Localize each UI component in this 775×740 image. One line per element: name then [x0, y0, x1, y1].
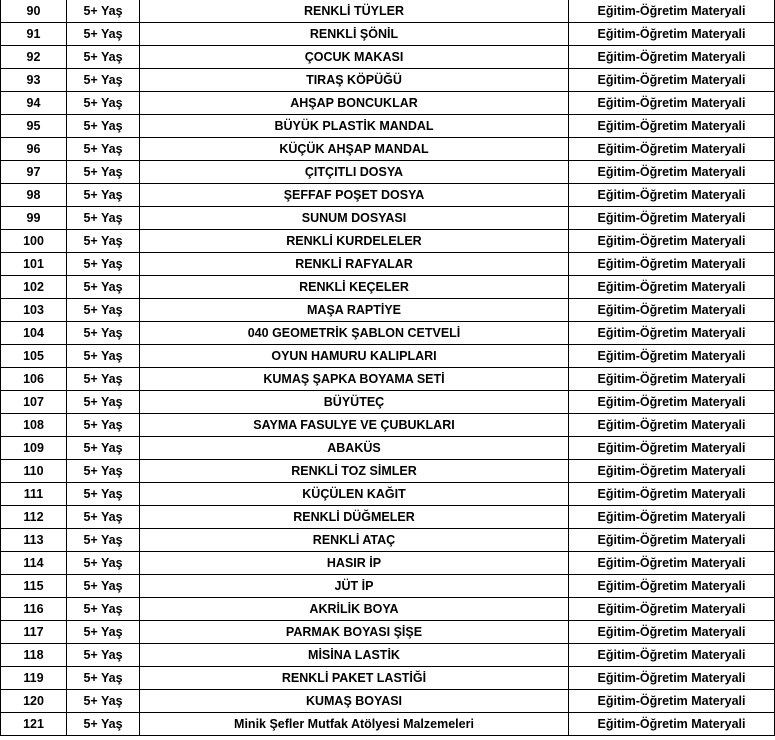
category-cell: Eğitim-Öğretim Materyali — [569, 575, 775, 598]
category-cell: Eğitim-Öğretim Materyali — [569, 437, 775, 460]
table-row — [1, 230, 775, 253]
age-group-cell: 5+ Yaş — [67, 23, 140, 46]
material-name-cell: RENKLİ PAKET LASTİĞİ — [140, 667, 569, 690]
row-number-cell: 97 — [1, 161, 67, 184]
material-name-cell: 040 GEOMETRİK ŞABLON CETVELİ — [140, 322, 569, 345]
material-name-cell: KUMAŞ ŞAPKA BOYAMA SETİ — [140, 368, 569, 391]
table-row — [1, 69, 775, 92]
age-group-cell: 5+ Yaş — [67, 207, 140, 230]
table-row — [1, 552, 775, 575]
row-number-cell: 94 — [1, 92, 67, 115]
material-name-cell: MİSİNA LASTİK — [140, 644, 569, 667]
age-group-cell: 5+ Yaş — [67, 161, 140, 184]
material-name-cell: ŞEFFAF POŞET DOSYA — [140, 184, 569, 207]
table-row — [1, 276, 775, 299]
material-name-cell: OYUN HAMURU KALIPLARI — [140, 345, 569, 368]
age-group-cell: 5+ Yaş — [67, 483, 140, 506]
table-row — [1, 46, 775, 69]
table-row — [1, 598, 775, 621]
age-group-cell: 5+ Yaş — [67, 138, 140, 161]
age-group-cell: 5+ Yaş — [67, 552, 140, 575]
material-name-cell: KÜÇÜLEN KAĞIT — [140, 483, 569, 506]
material-name-cell: BÜYÜK PLASTİK MANDAL — [140, 115, 569, 138]
row-number-cell: 110 — [1, 460, 67, 483]
table-row — [1, 644, 775, 667]
age-group-cell: 5+ Yaş — [67, 0, 140, 23]
age-group-cell: 5+ Yaş — [67, 667, 140, 690]
row-number-cell: 105 — [1, 345, 67, 368]
table-row — [1, 575, 775, 598]
category-cell: Eğitim-Öğretim Materyali — [569, 345, 775, 368]
material-name-cell: Minik Şefler Mutfak Atölyesi Malzemeleri — [140, 713, 569, 736]
table-row — [1, 161, 775, 184]
category-cell: Eğitim-Öğretim Materyali — [569, 69, 775, 92]
age-group-cell: 5+ Yaş — [67, 230, 140, 253]
material-name-cell: MAŞA RAPTİYE — [140, 299, 569, 322]
material-name-cell: PARMAK BOYASI ŞİŞE — [140, 621, 569, 644]
row-number-cell: 98 — [1, 184, 67, 207]
material-name-cell: RENKLİ TÜYLER — [140, 0, 569, 23]
table-row — [1, 414, 775, 437]
row-number-cell: 109 — [1, 437, 67, 460]
age-group-cell: 5+ Yaş — [67, 368, 140, 391]
category-cell: Eğitim-Öğretim Materyali — [569, 414, 775, 437]
age-group-cell: 5+ Yaş — [67, 391, 140, 414]
table-row — [1, 483, 775, 506]
row-number-cell: 111 — [1, 483, 67, 506]
category-cell: Eğitim-Öğretim Materyali — [569, 276, 775, 299]
table-row — [1, 667, 775, 690]
material-name-cell: SAYMA FASULYE VE ÇUBUKLARI — [140, 414, 569, 437]
age-group-cell: 5+ Yaş — [67, 276, 140, 299]
category-cell: Eğitim-Öğretim Materyali — [569, 115, 775, 138]
row-number-cell: 107 — [1, 391, 67, 414]
category-cell: Eğitim-Öğretim Materyali — [569, 322, 775, 345]
row-number-cell: 104 — [1, 322, 67, 345]
category-cell: Eğitim-Öğretim Materyali — [569, 391, 775, 414]
material-name-cell: RENKLİ TOZ SİMLER — [140, 460, 569, 483]
row-number-cell: 106 — [1, 368, 67, 391]
row-number-cell: 103 — [1, 299, 67, 322]
material-name-cell: RENKLİ ATAÇ — [140, 529, 569, 552]
material-name-cell: JÜT İP — [140, 575, 569, 598]
age-group-cell: 5+ Yaş — [67, 575, 140, 598]
age-group-cell: 5+ Yaş — [67, 92, 140, 115]
category-cell: Eğitim-Öğretim Materyali — [569, 713, 775, 736]
table-row — [1, 391, 775, 414]
category-cell: Eğitim-Öğretim Materyali — [569, 230, 775, 253]
material-name-cell: BÜYÜTEÇ — [140, 391, 569, 414]
category-cell: Eğitim-Öğretim Materyali — [569, 690, 775, 713]
age-group-cell: 5+ Yaş — [67, 713, 140, 736]
table-row — [1, 138, 775, 161]
material-name-cell: RENKLİ KURDELELER — [140, 230, 569, 253]
table-row — [1, 506, 775, 529]
age-group-cell: 5+ Yaş — [67, 690, 140, 713]
material-name-cell: RENKLİ ŞÖNİL — [140, 23, 569, 46]
material-name-cell: ÇOCUK MAKASI — [140, 46, 569, 69]
table-row — [1, 253, 775, 276]
category-cell: Eğitim-Öğretim Materyali — [569, 667, 775, 690]
table-row — [1, 713, 775, 736]
row-number-cell: 102 — [1, 276, 67, 299]
material-name-cell: RENKLİ KEÇELER — [140, 276, 569, 299]
row-number-cell: 100 — [1, 230, 67, 253]
age-group-cell: 5+ Yaş — [67, 69, 140, 92]
age-group-cell: 5+ Yaş — [67, 621, 140, 644]
category-cell: Eğitim-Öğretim Materyali — [569, 644, 775, 667]
table-row — [1, 437, 775, 460]
row-number-cell: 93 — [1, 69, 67, 92]
category-cell: Eğitim-Öğretim Materyali — [569, 207, 775, 230]
age-group-cell: 5+ Yaş — [67, 299, 140, 322]
material-name-cell: SUNUM DOSYASI — [140, 207, 569, 230]
category-cell: Eğitim-Öğretim Materyali — [569, 621, 775, 644]
row-number-cell: 90 — [1, 0, 67, 23]
age-group-cell: 5+ Yaş — [67, 529, 140, 552]
age-group-cell: 5+ Yaş — [67, 322, 140, 345]
table-row — [1, 115, 775, 138]
category-cell: Eğitim-Öğretim Materyali — [569, 92, 775, 115]
material-name-cell: ABAKÜS — [140, 437, 569, 460]
table-row — [1, 345, 775, 368]
material-name-cell: AHŞAP BONCUKLAR — [140, 92, 569, 115]
age-group-cell: 5+ Yaş — [67, 506, 140, 529]
table-row — [1, 690, 775, 713]
category-cell: Eğitim-Öğretim Materyali — [569, 368, 775, 391]
table-row — [1, 92, 775, 115]
material-name-cell: KÜÇÜK AHŞAP MANDAL — [140, 138, 569, 161]
row-number-cell: 99 — [1, 207, 67, 230]
row-number-cell: 114 — [1, 552, 67, 575]
row-number-cell: 115 — [1, 575, 67, 598]
row-number-cell: 101 — [1, 253, 67, 276]
category-cell: Eğitim-Öğretim Materyali — [569, 253, 775, 276]
row-number-cell: 92 — [1, 46, 67, 69]
material-name-cell: KUMAŞ BOYASI — [140, 690, 569, 713]
row-number-cell: 95 — [1, 115, 67, 138]
material-name-cell: TIRAŞ KÖPÜĞÜ — [140, 69, 569, 92]
category-cell: Eğitim-Öğretim Materyali — [569, 161, 775, 184]
row-number-cell: 96 — [1, 138, 67, 161]
age-group-cell: 5+ Yaş — [67, 253, 140, 276]
table-row — [1, 621, 775, 644]
table-row — [1, 184, 775, 207]
category-cell: Eğitim-Öğretim Materyali — [569, 138, 775, 161]
category-cell: Eğitim-Öğretim Materyali — [569, 460, 775, 483]
category-cell: Eğitim-Öğretim Materyali — [569, 184, 775, 207]
row-number-cell: 118 — [1, 644, 67, 667]
row-number-cell: 112 — [1, 506, 67, 529]
row-number-cell: 120 — [1, 690, 67, 713]
row-number-cell: 108 — [1, 414, 67, 437]
category-cell: Eğitim-Öğretim Materyali — [569, 529, 775, 552]
row-number-cell: 113 — [1, 529, 67, 552]
row-number-cell: 117 — [1, 621, 67, 644]
table-row — [1, 368, 775, 391]
table-row — [1, 529, 775, 552]
row-number-cell: 121 — [1, 713, 67, 736]
table-row — [1, 207, 775, 230]
table-row — [1, 322, 775, 345]
table-row — [1, 0, 775, 23]
category-cell: Eğitim-Öğretim Materyali — [569, 506, 775, 529]
category-cell: Eğitim-Öğretim Materyali — [569, 23, 775, 46]
age-group-cell: 5+ Yaş — [67, 644, 140, 667]
age-group-cell: 5+ Yaş — [67, 115, 140, 138]
category-cell: Eğitim-Öğretim Materyali — [569, 598, 775, 621]
category-cell: Eğitim-Öğretim Materyali — [569, 552, 775, 575]
age-group-cell: 5+ Yaş — [67, 437, 140, 460]
table-row — [1, 299, 775, 322]
materials-table-body — [1, 0, 775, 736]
table-row — [1, 23, 775, 46]
material-name-cell: ÇITÇITLI DOSYA — [140, 161, 569, 184]
age-group-cell: 5+ Yaş — [67, 345, 140, 368]
material-name-cell: HASIR İP — [140, 552, 569, 575]
category-cell: Eğitim-Öğretim Materyali — [569, 46, 775, 69]
material-name-cell: RENKLİ DÜĞMELER — [140, 506, 569, 529]
row-number-cell: 91 — [1, 23, 67, 46]
age-group-cell: 5+ Yaş — [67, 414, 140, 437]
table-row — [1, 460, 775, 483]
age-group-cell: 5+ Yaş — [67, 460, 140, 483]
material-name-cell: RENKLİ RAFYALAR — [140, 253, 569, 276]
age-group-cell: 5+ Yaş — [67, 598, 140, 621]
material-name-cell: AKRİLİK BOYA — [140, 598, 569, 621]
age-group-cell: 5+ Yaş — [67, 184, 140, 207]
row-number-cell: 119 — [1, 667, 67, 690]
category-cell: Eğitim-Öğretim Materyali — [569, 483, 775, 506]
row-number-cell: 116 — [1, 598, 67, 621]
category-cell: Eğitim-Öğretim Materyali — [569, 299, 775, 322]
category-cell: Eğitim-Öğretim Materyali — [569, 0, 775, 23]
age-group-cell: 5+ Yaş — [67, 46, 140, 69]
